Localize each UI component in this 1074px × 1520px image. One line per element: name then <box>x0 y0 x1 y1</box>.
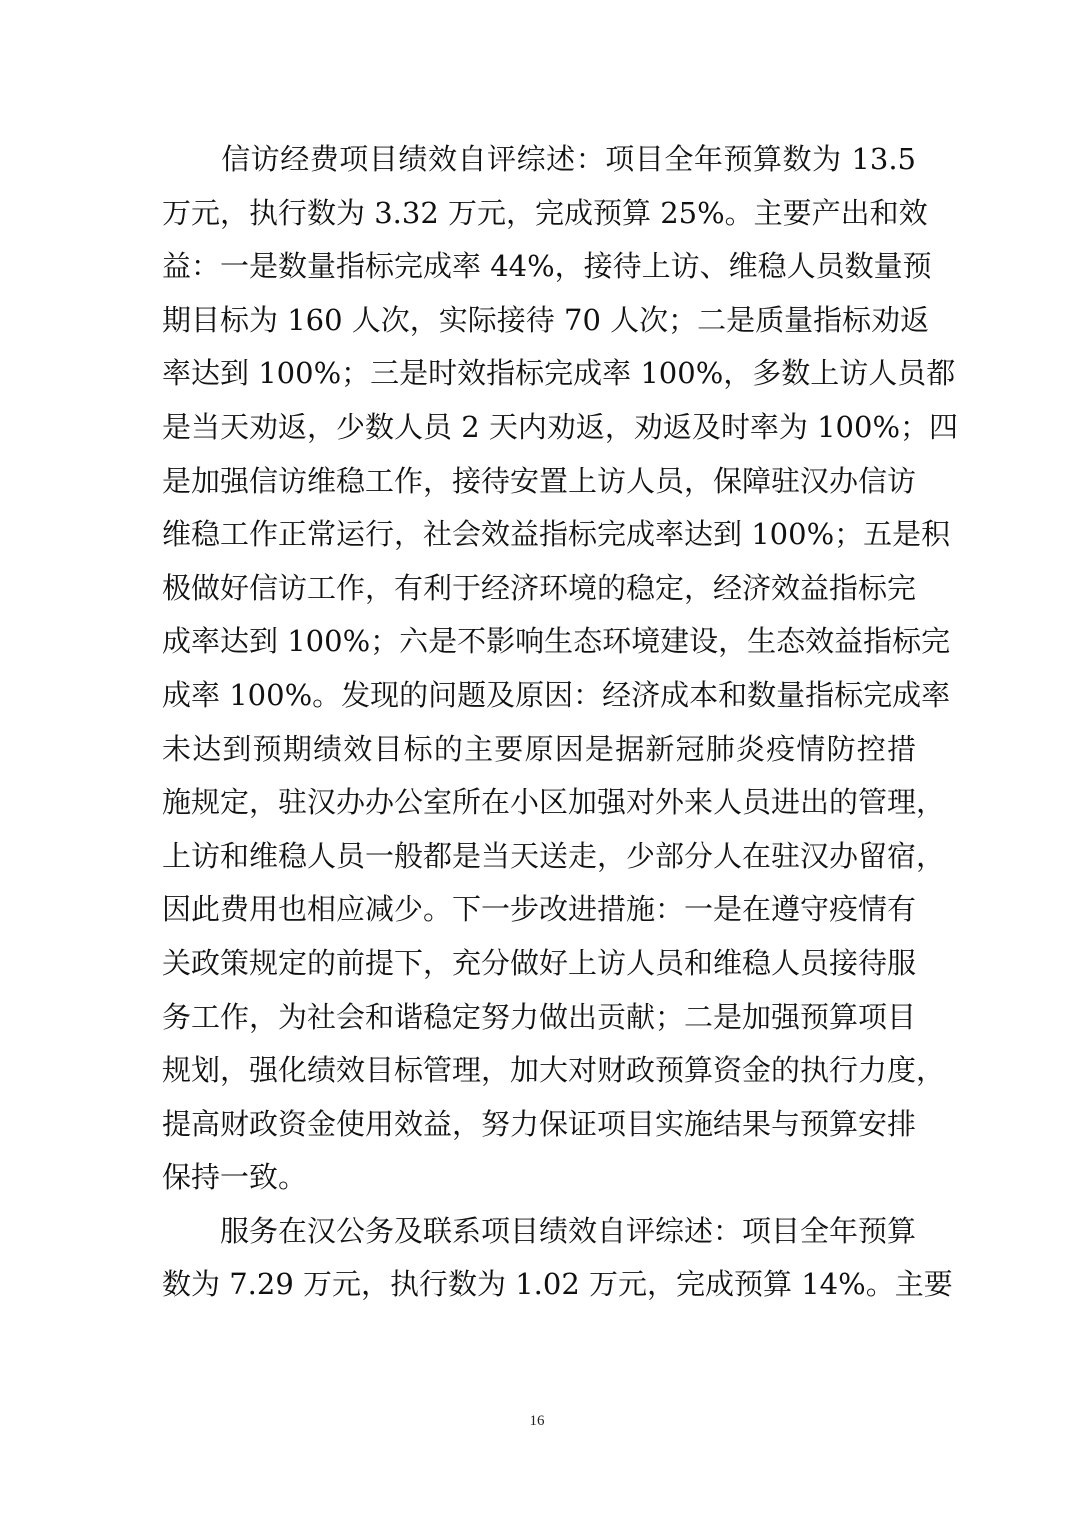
text-line: 期目标为 160 人次，实际接待 70 人次；二是质量指标劝返 <box>162 302 930 337</box>
text-line: 是加强信访维稳工作，接待安置上访人员，保障驻汉办信访 <box>162 463 917 498</box>
text-line: 因此费用也相应减少。下一步改进措施：一是在遵守疫情有 <box>162 892 917 927</box>
text-line: 提高财政资金使用效益，努力保证项目实施结果与预算安排 <box>162 1106 917 1141</box>
text-line: 万元，执行数为 3.32 万元，完成预算 25%。主要产出和效 <box>162 195 928 230</box>
text-line: 务工作，为社会和谐稳定努力做出贡献；二是加强预算项目 <box>162 999 917 1034</box>
text-line: 上访和维稳人员一般都是当天送走，少部分人在驻汉办留宿， <box>162 838 946 873</box>
text-line: 是当天劝返，少数人员 2 天内劝返，劝返及时率为 100%；四 <box>162 409 959 444</box>
text-line-paragraph-end: 保持一致。 <box>162 1160 308 1195</box>
text-line: 成率达到 100%；六是不影响生态环境建设，生态效益指标完 <box>162 624 951 659</box>
text-line: 率达到 100%；三是时效指标完成率 100%，多数上访人员都 <box>162 356 956 391</box>
text-line: 信访经费项目绩效自评综述：项目全年预算数为 13.5 <box>162 142 916 176</box>
text-line: 未达到预期绩效目标的主要原因是据新冠肺炎疫情防控措 <box>162 731 916 766</box>
body-text <box>162 138 959 1317</box>
text-line: 极做好信访工作，有利于经济环境的稳定，经济效益指标完 <box>162 570 917 605</box>
text-line: 数为 7.29 万元，执行数为 1.02 万元，完成预算 14%。主要 <box>162 1267 953 1302</box>
text-line: 服务在汉公务及联系项目绩效自评综述：项目全年预算 <box>162 1213 917 1248</box>
text-line: 益：一是数量指标完成率 44%，接待上访、维稳人员数量预 <box>162 249 932 284</box>
text-line: 施规定，驻汉办办公室所在小区加强对外来人员进出的管理， <box>162 785 946 820</box>
page-number: 16 <box>529 1413 545 1429</box>
text-line: 规划，强化绩效目标管理，加大对财政预算资金的执行力度， <box>162 1053 946 1088</box>
text-line: 维稳工作正常运行，社会效益指标完成率达到 100%；五是积 <box>162 517 951 552</box>
text-line: 成率 100%。发现的问题及原因：经济成本和数量指标完成率 <box>162 677 951 712</box>
text-line: 关政策规定的前提下，充分做好上访人员和维稳人员接待服 <box>162 945 917 980</box>
